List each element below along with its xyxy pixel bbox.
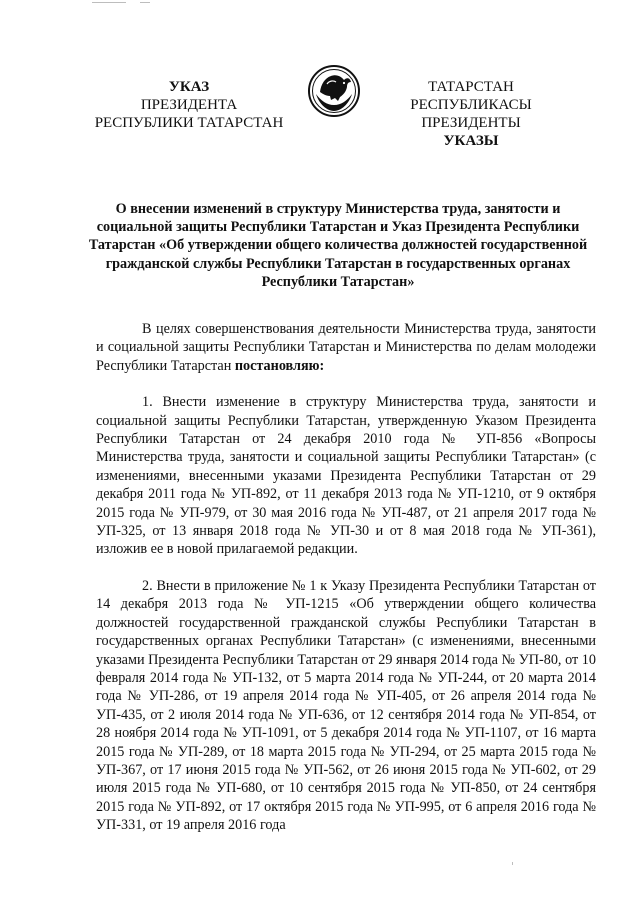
coat-of-arms-icon <box>307 64 361 118</box>
preamble-text: В целях совершенствования деятельности Министерства труда, занятости и социальной защиты Республики Татарстан и Министерства по делам молодежи Республики Татарстан <box>96 321 596 374</box>
header-right-line-3: УКАЗЫ <box>443 133 499 149</box>
scan-artifact <box>92 2 126 3</box>
header-right-line-2: ПРЕЗИДЕНТЫ <box>421 115 521 131</box>
header-left-line-1: УКАЗ <box>168 79 210 95</box>
header-left-line-3: РЕСПУБЛИКИ ТАТАРСТАН <box>94 115 284 131</box>
scan-artifact <box>512 862 513 865</box>
preamble-emphasis: постановляю: <box>234 357 325 374</box>
paragraph-2: 2. Внести в приложение № 1 к Указу Президента Республики Татарстан от 14 декабря 2013 года № УП-1215 «Об утверждении общего количества должностей государственной гражданской службы Республики Татарстан в государственных органах Республики Татарстан» (с изменениями, внесенными указами Президента Республики Татарстан от 29 января 2014 года № УП-80, от 10 февраля 2014 года № УП-132, от 5 марта 2014 года № УП-244, от 20 марта 2014 года № УП-286, от 19 апреля 2014 года № УП-405, от 26 апреля 2014 года № УП-435, от 2 июля 2014 года № УП-636, от 12 сентября 2014 года № УП-854, от 28 ноября 2014 года № УП-1091, от 5 декабря 2014 года № УП-1107, от 16 марта 2015 года № УП-289, от 18 марта 2015 года № УП-294, от 25 марта 2015 года № УП-367, от 17 июня 2015 года № УП-562, от 26 июня 2015 года № УП-602, от 29 июля 2015 года № УП-680, от 10 сентября 2015 года № УП-850, от 24 сентября 2015 года № УП-892, от 17 октября 2015 года № УП-995, от 6 апреля 2016 года № УП-331, от 19 апреля 2016 года <box>96 577 596 834</box>
preamble-paragraph <box>96 320 596 375</box>
header-right-tatar <box>376 78 566 150</box>
document-header <box>0 78 640 149</box>
header-right-line-1: ТАТАРСТАН РЕСПУБЛИКАСЫ <box>410 79 532 113</box>
header-left-russian <box>84 78 294 132</box>
scan-artifact <box>140 2 150 3</box>
decree-body <box>96 320 596 835</box>
decree-title: О внесении изменений в структуру Министерства труда, занятости и социальной защиты Республики Татарстан и Указ Президента Республики Татарстан «Об утверждении общего количества должностей государственной гражданской службы Республики Татарстан в государственных органах Республики Татарстан» <box>88 201 588 290</box>
header-left-line-2: ПРЕЗИДЕНТА <box>140 97 238 113</box>
paragraph-1: 1. Внести изменение в структуру Министерства труда, занятости и социальной защиты Республики Татарстан, утвержденную Указом Президента Республики Татарстан от 24 декабря 2010 года № УП-856 «Вопросы Министерства труда, занятости и социальной защиты Республики Татарстан» (с изменениями, внесенными указами Президента Республики Татарстан от 29 декабря 2011 года № УП-892, от 11 декабря 2013 года № УП-1210, от 9 октября 2015 года № УП-979, от 30 мая 2016 года № УП-487, от 21 апреля 2017 года № УП-325, от 13 января 2018 года № УП-30 и от 8 мая 2018 года № УП-361), изложив ее в новой прилагаемой редакции. <box>96 394 596 558</box>
